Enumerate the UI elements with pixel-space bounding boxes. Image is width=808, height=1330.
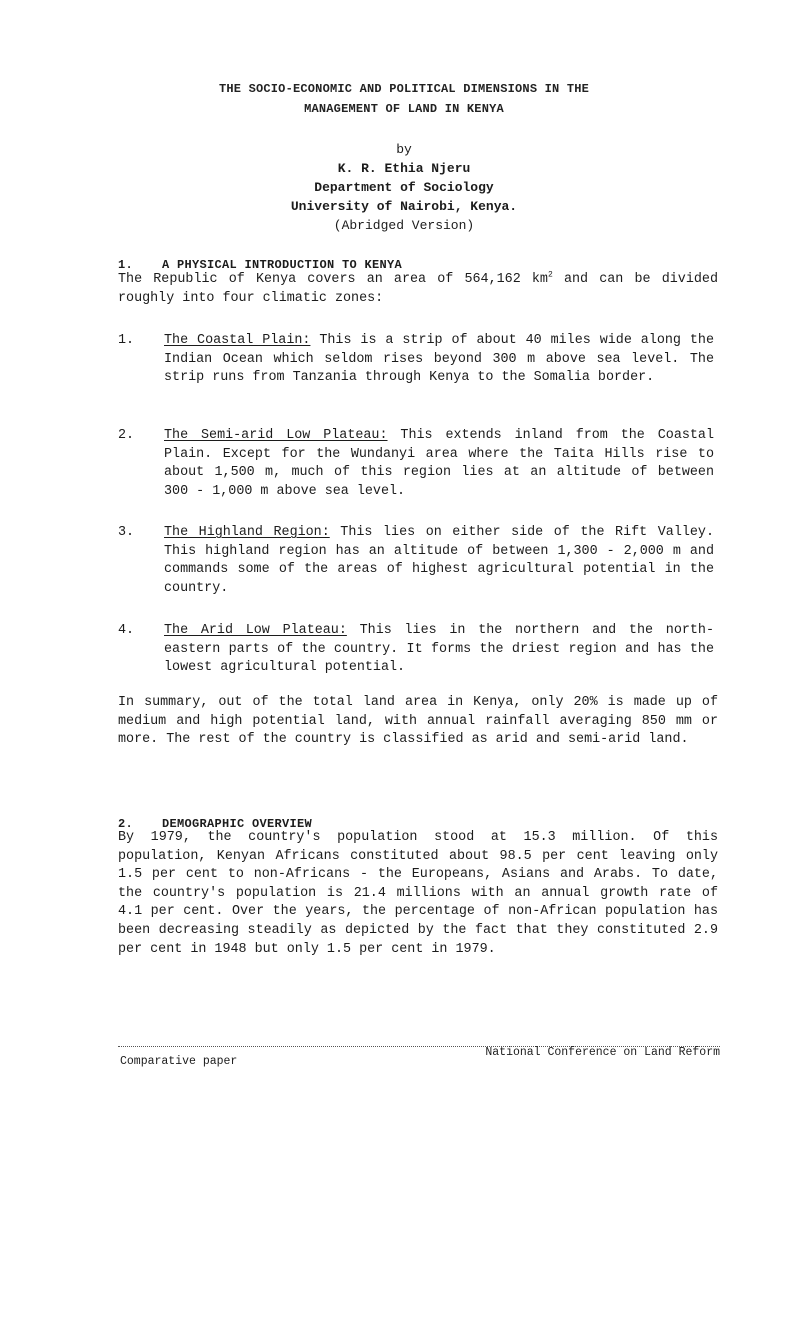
zone-item-body xyxy=(164,622,714,678)
zone-item-number: 2. xyxy=(118,428,135,443)
zone-item-body xyxy=(164,524,714,598)
zone-term: The Highland Region: xyxy=(164,525,330,540)
zone-item-number: 4. xyxy=(118,623,135,638)
footer-right-note: National Conference on Land Reform xyxy=(485,1046,720,1059)
intro-text-a: The Republic of Kenya covers an area of 564,162 km xyxy=(118,272,548,287)
section-2-title: DEMOGRAPHIC OVERVIEW xyxy=(162,817,313,831)
zone-term: The Coastal Plain: xyxy=(164,333,311,348)
section-1-title: A PHYSICAL INTRODUCTION TO KENYA xyxy=(162,258,403,272)
footer-left-note: Comparative paper xyxy=(120,1055,238,1068)
zone-term: The Semi-arid Low Plateau: xyxy=(164,428,388,443)
zone-item-number: 3. xyxy=(118,525,135,540)
author-name: K. R. Ethia Njeru xyxy=(337,161,471,176)
section-1-intro xyxy=(118,271,718,308)
author-university: University of Nairobi, Kenya. xyxy=(290,199,518,214)
section-1-summary: In summary, out of the total land area in Kenya, only 20% is made up of medium and high potential land, with annual rainfall averaging 850 mm or more. The rest of the country is classified as arid and semi-arid land. xyxy=(118,695,718,748)
byline-by: by xyxy=(396,142,412,157)
section-2-body: By 1979, the country's population stood at 15.3 million. Of this population, Kenyan Africans constituted about 98.5 per cent leaving only 1.5 per cent to non-Africans - the Europeans, Asians and Arabs. To date, the country's population is 21.4 millions with an annual growth rate of 4.1 per cent. Over the years, the percentage of non-African population has been decreasing steadily as depicted by the fact that they constituted 2.9 per cent in 1948 but only 1.5 per cent in 1979. xyxy=(118,830,718,957)
section-2-number: 2. xyxy=(118,817,134,831)
section-1-number: 1. xyxy=(118,258,134,272)
zone-item-body xyxy=(164,427,714,501)
zone-description: This extends inland from the Coastal Plain. Except for the Wundanyi area where the Taita Hills rise to about 1,500 m, much of this region lies at an altitude of between 300 - 1,000 m above sea level. xyxy=(164,428,714,499)
paper-title-line-1: THE SOCIO-ECONOMIC AND POLITICAL DIMENSIONS IN THE xyxy=(218,82,590,96)
author-department: Department of Sociology xyxy=(314,180,494,195)
intro-superscript: 2 xyxy=(547,270,553,280)
zone-description: This lies on either side of the Rift Valley. This highland region has an altitude of between 1,300 - 2,000 m and commands some of the areas of highest agricultural potential in the country. xyxy=(164,525,714,596)
zone-item-number: 1. xyxy=(118,333,135,348)
zone-description: This lies in the northern and the north-eastern parts of the country. It forms the driest region and has the lowest agricultural potential. xyxy=(164,623,714,676)
zone-term: The Arid Low Plateau: xyxy=(164,623,347,638)
section-1-heading xyxy=(118,258,402,272)
zone-description: This is a strip of about 40 miles wide along the Indian Ocean which seldom rises beyond 300 m above sea level. The strip runs from Tanzania through Kenya to the Somalia border. xyxy=(164,333,714,386)
zone-item-body xyxy=(164,332,714,388)
version-note: (Abridged Version) xyxy=(333,218,475,233)
intro-text-b: and can be divided roughly into four climatic zones: xyxy=(118,272,718,306)
paper-title-line-2: MANAGEMENT OF LAND IN KENYA xyxy=(304,102,504,116)
